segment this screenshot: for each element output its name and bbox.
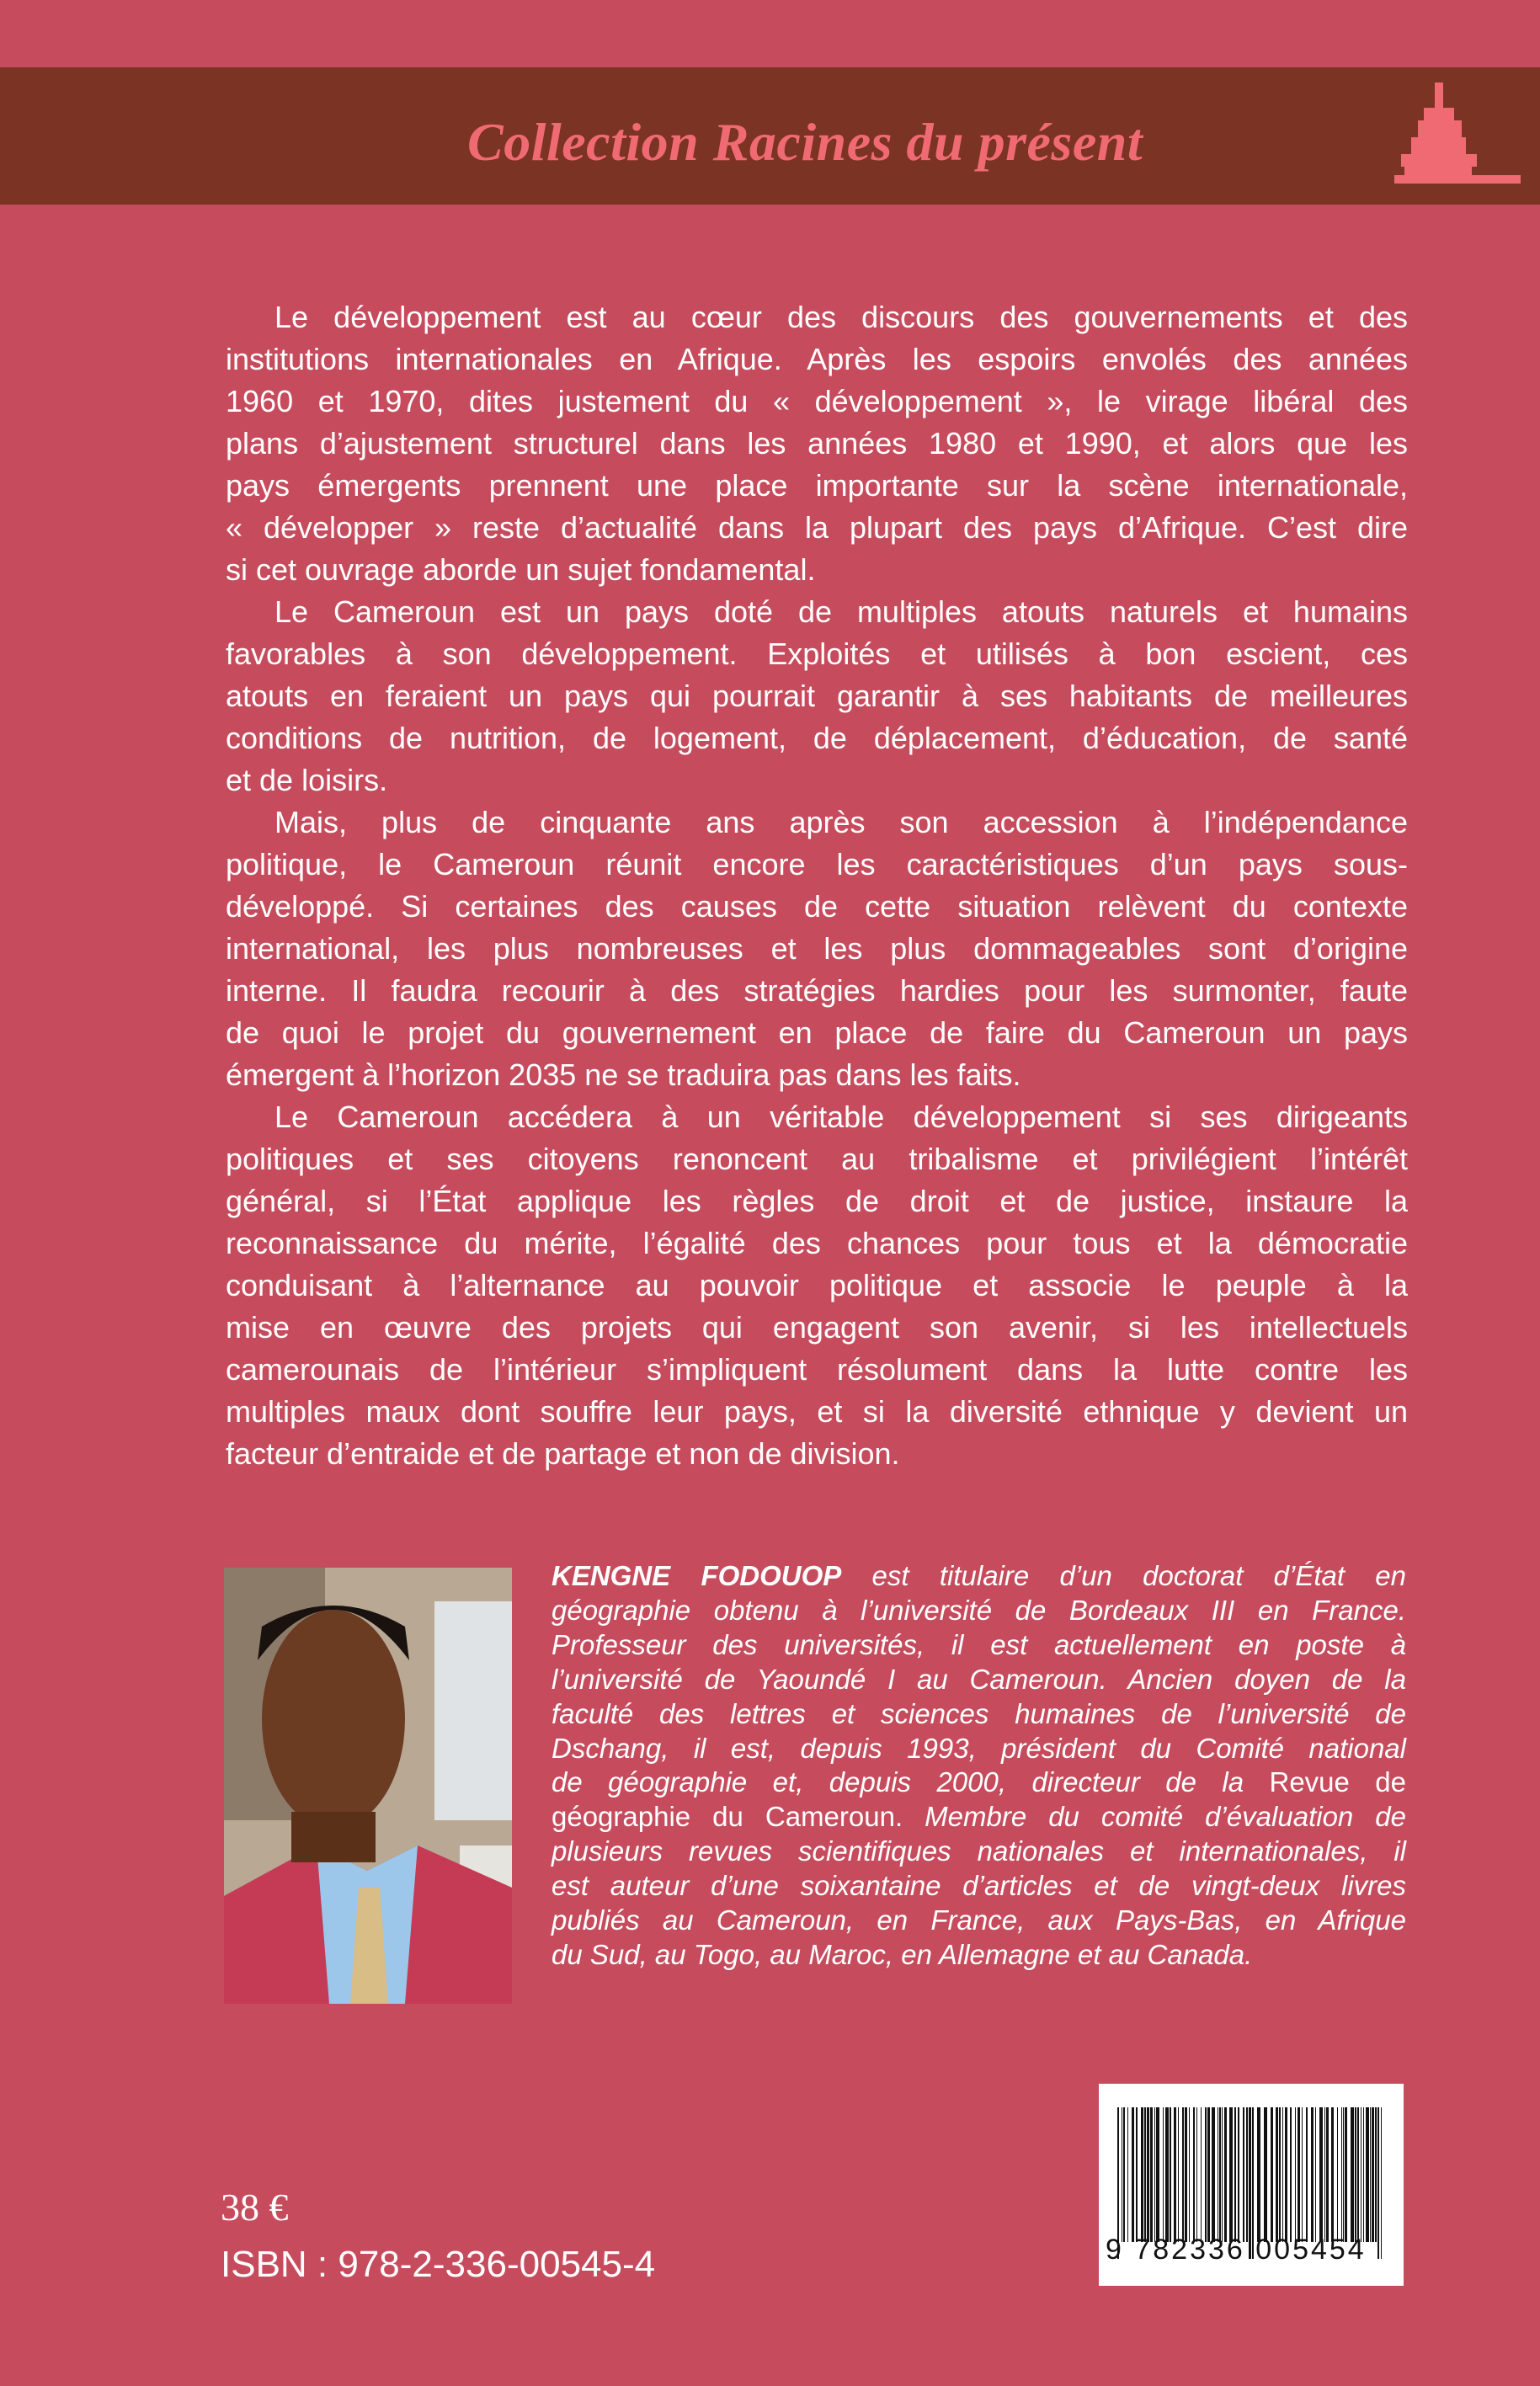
barcode-bar xyxy=(1238,2107,1239,2242)
barcode-bar xyxy=(1264,2107,1267,2242)
bio-line xyxy=(552,1732,1406,1766)
price: 38 € xyxy=(221,2186,289,2229)
barcode-bar xyxy=(1302,2107,1303,2242)
barcode-bar xyxy=(1341,2107,1342,2242)
bio-text: est auteur d’une soixantaine d’articles et de vingt-deux livres xyxy=(552,1870,1406,1902)
summary-line: reconnaissance du mérite, l’égalité des chances pour tous et la démocratie xyxy=(226,1226,1408,1260)
summary-line: si cet ouvrage aborde un sujet fondamental. xyxy=(226,552,816,587)
barcode-bar xyxy=(1351,2107,1354,2242)
barcode-bar xyxy=(1290,2107,1292,2242)
bio-text: géographie obtenu à l’université de Bordeaux III en France. xyxy=(552,1594,1406,1626)
bio-text: du Sud, au Togo, au Maroc, en Allemagne et au Canada. xyxy=(552,1938,1253,1970)
bio-line xyxy=(552,1697,1406,1732)
summary-line: atouts en feraient un pays qui pourrait garantir à ses habitants de meilleures xyxy=(226,679,1408,713)
barcode-bar xyxy=(1276,2107,1278,2242)
barcode-bar xyxy=(1219,2107,1221,2242)
barcode-bar xyxy=(1193,2107,1195,2242)
barcode-bar xyxy=(1257,2107,1260,2242)
summary-line: conditions de nutrition, de logement, de déplacement, d’éducation, de santé xyxy=(226,721,1408,755)
bio-text: Revue de xyxy=(1269,1766,1406,1798)
barcode-bar xyxy=(1343,2107,1344,2242)
barcode-bar xyxy=(1174,2107,1176,2242)
author-name: KENGNE FODOUOP xyxy=(552,1560,842,1591)
barcode-bar xyxy=(1315,2107,1316,2242)
bio-text: géographie du Cameroun. xyxy=(552,1801,903,1833)
author-photo xyxy=(224,1568,512,2004)
barcode-bar xyxy=(1207,2107,1210,2242)
isbn: ISBN : 978-2-336-00545-4 xyxy=(221,2244,656,2285)
barcode-bar xyxy=(1246,2107,1248,2242)
barcode-bar xyxy=(1222,2107,1223,2242)
barcode-bar xyxy=(1363,2107,1364,2242)
barcode-bar xyxy=(1123,2107,1125,2242)
summary-line: favorables à son développement. Exploités et utilisés à bon escient, ces xyxy=(226,636,1408,671)
barcode-bar xyxy=(1150,2107,1153,2242)
bio-line xyxy=(552,1835,1406,1869)
barcode-bar xyxy=(1234,2107,1236,2242)
summary-line: multiples maux dont souffre leur pays, et si la diversité ethnique y devient un xyxy=(226,1394,1408,1429)
bio-line xyxy=(552,1559,1406,1594)
bio-line xyxy=(552,1766,1406,1800)
summary-line: mise en œuvre des projets qui engagent son avenir, si les intellectuels xyxy=(226,1310,1408,1345)
bio-line xyxy=(552,1594,1406,1628)
barcode-bar xyxy=(1337,2107,1338,2242)
barcode-bar xyxy=(1224,2107,1227,2242)
summary-line: développé. Si certaines des causes de cette situation relèvent du contexte xyxy=(226,889,1408,924)
barcode-bar xyxy=(1165,2107,1169,2242)
summary-line: 1960 et 1970, dites justement du « développement », le virage libéral des xyxy=(226,384,1408,418)
barcode-bar xyxy=(1285,2107,1287,2242)
series-title: Collection Racines du présent xyxy=(467,112,1143,172)
bio-text: faculté des lettres et sciences humaines de l’université de xyxy=(552,1697,1406,1729)
barcode-bar xyxy=(1229,2107,1233,2242)
barcode-bar xyxy=(1357,2107,1359,2242)
bio-line xyxy=(552,1663,1406,1697)
barcode-bar xyxy=(1295,2107,1296,2242)
barcode-bar xyxy=(1147,2107,1149,2242)
barcode-bar xyxy=(1156,2107,1159,2242)
barcode-bar xyxy=(1345,2107,1347,2242)
summary-line: Mais, plus de cinquante ans après son accession à l’indépendance xyxy=(274,805,1408,839)
bio-text: plusieurs revues scientifiques nationales et internationales, il xyxy=(552,1835,1406,1867)
barcode-bar xyxy=(1136,2107,1138,2242)
bio-line xyxy=(552,1869,1406,1904)
summary-line: camerounais de l’intérieur s’impliquent résolument dans la lutte contre les xyxy=(226,1352,1408,1387)
barcode-bar xyxy=(1178,2107,1179,2242)
barcode-bar xyxy=(1212,2107,1215,2242)
barcode-bar xyxy=(1132,2107,1134,2242)
barcode-bar xyxy=(1282,2107,1283,2242)
bio-text: est titulaire d’un doctorat d’État en xyxy=(841,1560,1406,1591)
bio-line xyxy=(552,1938,1406,1973)
barcode-bar xyxy=(1127,2107,1128,2242)
bio-text: Professeur des universités, il est actuellement en poste à xyxy=(552,1628,1406,1660)
barcode-bar xyxy=(1185,2107,1187,2242)
barcode-bar xyxy=(1311,2107,1314,2242)
summary-line: « développer » reste d’actualité dans la plupart des pays d’Afrique. C’est dire xyxy=(226,510,1408,545)
barcode-bar xyxy=(1141,2107,1143,2242)
summary-line: de quoi le projet du gouvernement en place de faire du Cameroun un pays xyxy=(226,1015,1408,1050)
barcode-bar xyxy=(1205,2107,1207,2242)
barcode-bar xyxy=(1144,2107,1146,2242)
tree-icon xyxy=(1344,74,1521,200)
barcode-bar xyxy=(1370,2107,1371,2242)
summary-line: et de loisirs. xyxy=(226,763,388,797)
summary-line: plans d’ajustement structurel dans les années 1980 et 1990, et alors que les xyxy=(226,426,1408,461)
barcode-bar xyxy=(1366,2107,1369,2242)
bio-line xyxy=(552,1904,1406,1938)
summary-line: conduisant à l’alternance au pouvoir politique et associe le peuple à la xyxy=(226,1268,1408,1302)
barcode-bar xyxy=(1306,2107,1308,2242)
barcode-bar xyxy=(1189,2107,1190,2242)
barcode-bar xyxy=(1319,2107,1323,2242)
barcode-bar xyxy=(1324,2107,1325,2242)
summary-line: international, les plus nombreuses et les plus dommageables sont d’origine xyxy=(226,931,1408,966)
barcode-bar xyxy=(1243,2107,1244,2242)
summary-line: pays émergents prennent une place importante sur la scène internationale, xyxy=(226,468,1408,503)
summary-line: facteur d’entraide et de partage et non de division. xyxy=(226,1436,900,1471)
summary-line: Le Cameroun accédera à un véritable développement si ses dirigeants xyxy=(274,1100,1408,1134)
barcode-bar xyxy=(1182,2107,1184,2242)
barcode-bar xyxy=(1326,2107,1329,2242)
summary-line: Le Cameroun est un pays doté de multiples atouts naturels et humains xyxy=(274,594,1408,629)
summary-line: politiques et ses citoyens renoncent au tribalisme et privilégient l’intérêt xyxy=(226,1142,1408,1176)
summary-line: Le développement est au cœur des discours des gouvernements et des xyxy=(274,300,1408,334)
barcode-bar xyxy=(1196,2107,1197,2242)
author-biography xyxy=(552,1559,1406,1973)
summary-line: général, si l’État applique les règles de droit et de justice, instaure la xyxy=(226,1184,1408,1218)
bio-text: l’université de Yaoundé I au Cameroun. Ancien doyen de la xyxy=(552,1663,1406,1695)
barcode-bar xyxy=(1355,2107,1356,2242)
bio-text: de géographie et, depuis 2000, directeur de la xyxy=(552,1766,1270,1798)
bio-line xyxy=(552,1800,1406,1835)
barcode-bar xyxy=(1331,2107,1334,2242)
barcode xyxy=(1099,2084,1404,2286)
back-cover-summary xyxy=(226,296,1408,1475)
barcode-bar xyxy=(1170,2107,1171,2242)
bio-text: Dschang, il est, depuis 1993, président du Comité national xyxy=(552,1732,1406,1764)
bio-text: Membre du comité d’évaluation de xyxy=(903,1801,1406,1833)
barcode-digits: 9 782336 005454 xyxy=(1106,2234,1367,2266)
barcode-bar xyxy=(1271,2107,1273,2242)
summary-line: politique, le Cameroun réunit encore les caractéristiques d’un pays sous- xyxy=(226,847,1408,881)
summary-line: institutions internationales en Afrique. Après les espoirs envolés des années xyxy=(226,342,1408,376)
bio-text: publiés au Cameroun, en France, aux Pays-Bas, en Afrique xyxy=(552,1904,1406,1936)
barcode-bar xyxy=(1375,2107,1377,2242)
barcode-bar xyxy=(1298,2107,1300,2242)
barcode-bar xyxy=(1279,2107,1281,2242)
barcode-bar xyxy=(1201,2107,1202,2242)
barcode-bar xyxy=(1372,2107,1374,2242)
bio-line xyxy=(552,1628,1406,1663)
barcode-bar xyxy=(1163,2107,1164,2242)
summary-line: émergent à l’horizon 2035 ne se traduira pas dans les faits. xyxy=(226,1057,1021,1092)
summary-line: interne. Il faudra recourir à des stratégies hardies pour les surmonter, faute xyxy=(226,973,1408,1008)
barcode-bar xyxy=(1154,2107,1155,2242)
